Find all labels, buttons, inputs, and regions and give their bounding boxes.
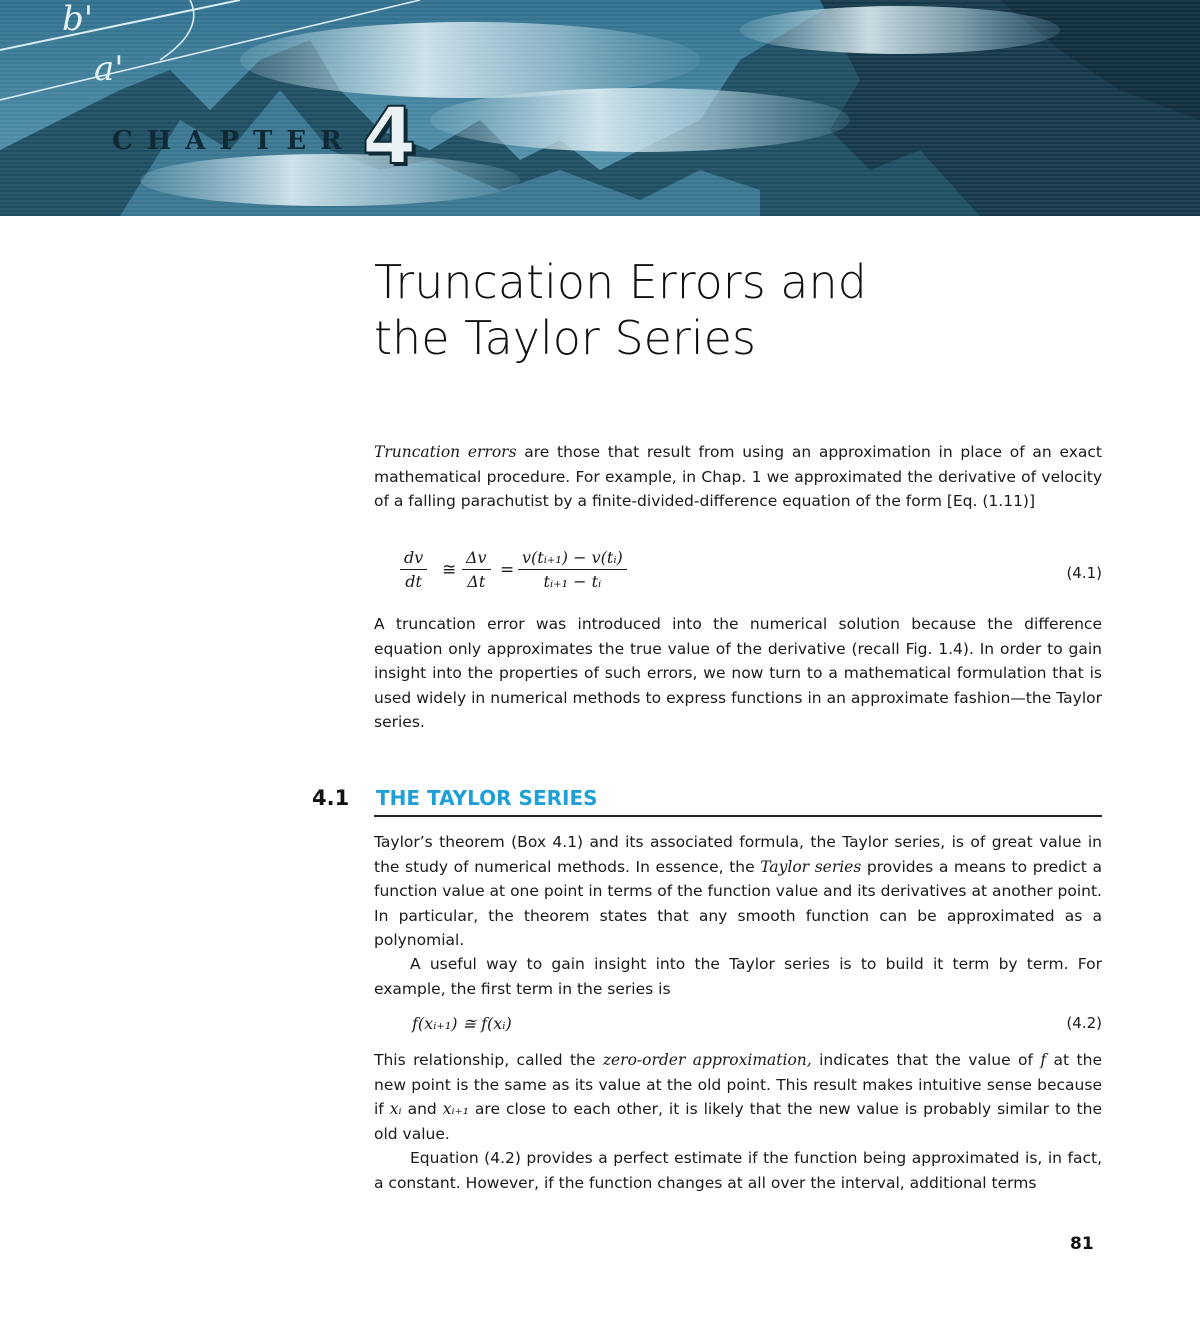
eq1-mid-num: Δv bbox=[462, 548, 491, 570]
chapter-title-line-1: Truncation Errors and bbox=[374, 255, 867, 309]
chapter-title bbox=[374, 254, 1094, 366]
para3-italic: Taylor series bbox=[760, 857, 862, 876]
para5-middle: indicates that the value of bbox=[811, 1051, 1041, 1069]
para5-before: This relationship, called the bbox=[374, 1051, 603, 1069]
page-number: 81 bbox=[1070, 1234, 1094, 1254]
para5-italic: zero-order approximation, bbox=[602, 1051, 812, 1069]
intro-paragraph bbox=[374, 440, 1102, 514]
equation-4-1 bbox=[374, 548, 1102, 608]
eq1-lhs-num: dv bbox=[400, 548, 427, 570]
eq1-number: (4.1) bbox=[1066, 564, 1102, 582]
label-b-prime: b' bbox=[62, 0, 94, 39]
eq1-approx: ≅ bbox=[442, 560, 457, 580]
eq1-lhs-den: dt bbox=[405, 572, 422, 591]
section-title: THE TAYLOR SERIES bbox=[376, 786, 598, 810]
eq1-mid-den: Δt bbox=[467, 572, 486, 591]
eq2-expression: f(xᵢ₊₁) ≅ f(xᵢ) bbox=[412, 1014, 512, 1033]
eq1-rhs-fraction bbox=[518, 548, 627, 591]
para5-xi1: xᵢ₊₁ bbox=[442, 1100, 469, 1118]
chapter-title-line-2: the Taylor Series bbox=[374, 311, 756, 365]
truncation-paragraph: A truncation error was introduced into the numerical solution because the difference equation only approximates the true value of the derivative (recall Fig. 1.4). In order to gain insight into the properties of such errors, we now turn to a mathematical formulation that is used widely in numerical methods to express functions in an approximate fashion—the Taylor series. bbox=[374, 615, 1102, 731]
eq2-number: (4.2) bbox=[1066, 1014, 1102, 1032]
constant-function-paragraph: Equation (4.2) provides a perfect estimate if the function being approximated is, in fact, a constant. However, if the function changes at all over the interval, additional terms bbox=[374, 1149, 1102, 1192]
term-by-term-paragraph: A useful way to gain insight into the Taylor series is to build it term by term. For example, the first term in the series is bbox=[374, 955, 1102, 998]
equation-4-2 bbox=[374, 1014, 1102, 1040]
eq1-rhs-num: v(tᵢ₊₁) − v(tᵢ) bbox=[518, 548, 627, 570]
intro-lead-italic: Truncation errors bbox=[374, 443, 517, 461]
para5-and: and bbox=[401, 1100, 443, 1118]
eq1-rhs-den: tᵢ₊₁ − tᵢ bbox=[543, 572, 602, 591]
para3-after: provides a means to predict a function value at one point in terms of the function value and its derivatives at another point. In particular, the theorem states that any smooth function can be approximated as a polynomial. bbox=[374, 857, 1102, 949]
para5-end: are close to each other, it is likely that the new value is probably similar to the old value. bbox=[374, 1100, 1102, 1143]
para3-before: Taylor’s theorem (Box 4.1) and its associated formula, the Taylor series, is of great value in the study of numerical methods. In essence, the bbox=[374, 833, 1102, 876]
label-a-prime: a' bbox=[94, 49, 124, 89]
mountain-photo bbox=[0, 0, 1200, 216]
taylor-theorem-paragraph bbox=[374, 830, 1102, 953]
eq1-mid-fraction bbox=[462, 548, 491, 591]
intro-lead-text: are those that result from using an approximation in place of an exact mathematical procedure. For example, in Chap. 1 we approximated the derivative of velocity of a falling parachutist by a finite-divided-difference equation of the form [Eq. (1.11)] bbox=[374, 443, 1102, 510]
chapter-label: CHAPTER bbox=[112, 126, 356, 156]
chapter-banner bbox=[0, 0, 1200, 216]
section-divider bbox=[374, 815, 1102, 817]
para5-xi: xᵢ bbox=[389, 1100, 402, 1118]
eq1-lhs-fraction bbox=[400, 548, 427, 591]
para5-f: f bbox=[1040, 1051, 1047, 1069]
chapter-number: 4 bbox=[362, 92, 417, 182]
para5-after: at the new point is the same as its value at the old point. This result makes intuitive sense because if bbox=[374, 1051, 1102, 1118]
section-number: 4.1 bbox=[312, 786, 350, 810]
zero-order-paragraph bbox=[374, 1048, 1102, 1146]
eq1-equals: = bbox=[500, 560, 515, 580]
